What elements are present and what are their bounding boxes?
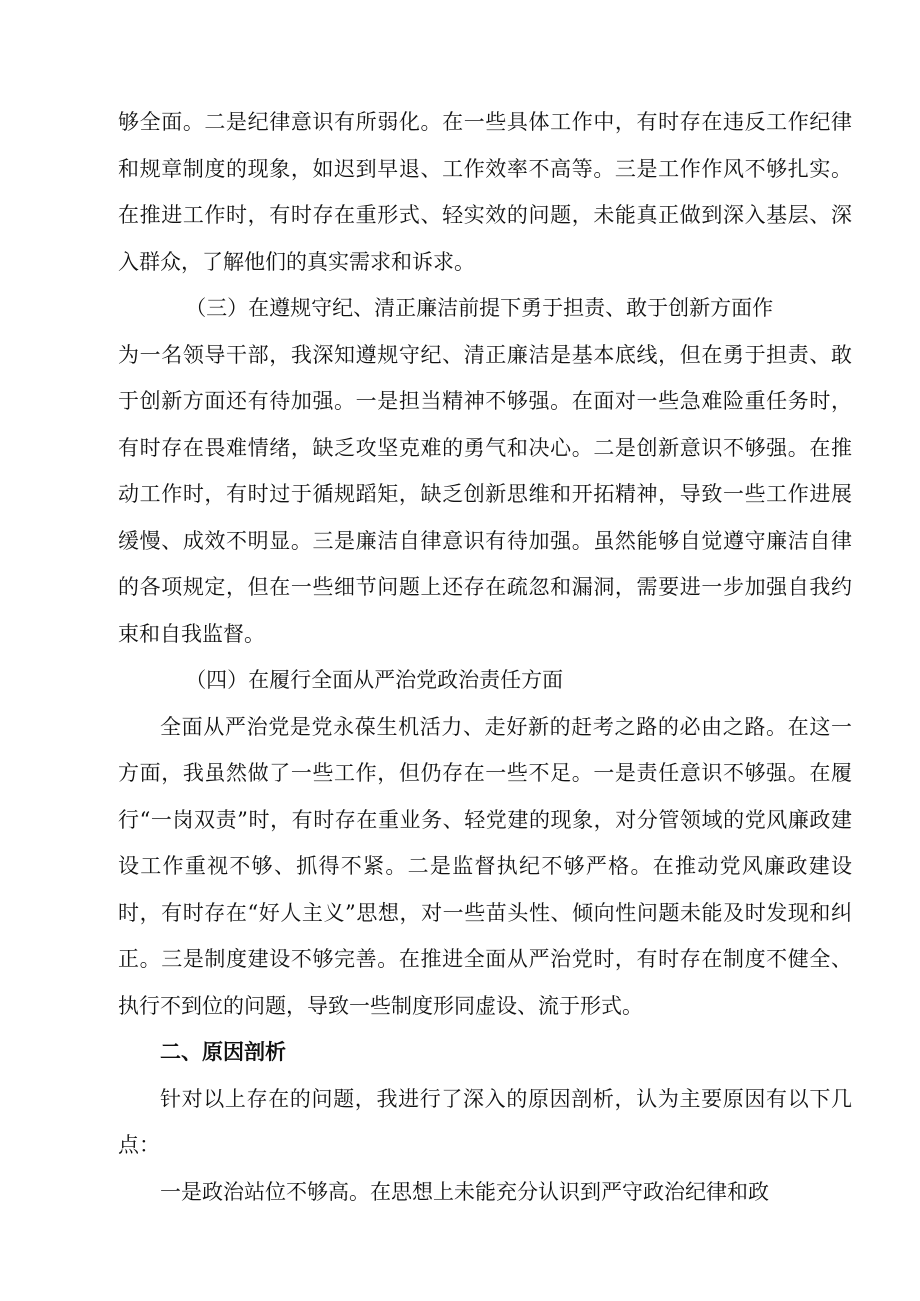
document-body [118,99,852,1215]
paragraph-party-governance: 全面从严治党是党永葆生机活力、走好新的赶考之路的必由之路。在这一方面，我虽然做了一些工作，但仍存在一些不足。一是责任意识不够强。在履行“一岗双责”时，有时存在重业务、轻党建的现象，对分管领域的党风廉政建设工作重视不够、抓得不紧。二是监督执纪不够严格。在推动党风廉政建设时，有时存在“好人主义”思想，对一些苗头性、倾向性问题未能及时发现和纠正。三是制度建设不够完善。在推进全面从严治党时，有时存在制度不健全、执行不到位的问题，导致一些制度形同虚设、流于形式。 [118,714,852,1018]
paragraph-cause-intro: 针对以上存在的问题，我进行了深入的原因剖析，认为主要原因有以下几点： [118,1086,852,1157]
paragraph-political-stance: 一是政治站位不够高。在思想上未能充分认识到严守政治纪律和政 [160,1179,769,1204]
section-heading-cause-analysis: 二、原因剖析 [160,1040,286,1064]
subheading-four: （四）在履行全面从严治党政治责任方面 [185,668,564,692]
subheading-three: （三）在遵规守纪、清正廉洁前提下勇于担责、敢于创新方面作 [185,296,774,320]
paragraph-responsibility-innovation: 为一名领导干部，我深知遵规守纪、清正廉洁是基本底线，但在勇于担责、敢于创新方面还有待加强。一是担当精神不够强。在面对一些急难险重任务时，有时存在畏难情绪，缺乏攻坚克难的勇气和决心。二是创新意识不够强。在推动工作时，有时过于循规蹈矩，缺乏创新思维和开拓精神，导致一些工作进展缓慢、成效不明显。三是廉洁自律意识有待加强。虽然能够自觉遵守廉洁自律的各项规定，但在一些细节问题上还存在疏忽和漏洞，需要进一步加强自我约束和自我监督。 [118,342,852,646]
paragraph-work-discipline: 够全面。二是纪律意识有所弱化。在一些具体工作中，有时存在违反工作纪律和规章制度的现象，如迟到早退、工作效率不高等。三是工作作风不够扎实。在推进工作时，有时存在重形式、轻实效的问题，未能真正做到深入基层、深入群众，了解他们的真实需求和诉求。 [118,110,852,274]
